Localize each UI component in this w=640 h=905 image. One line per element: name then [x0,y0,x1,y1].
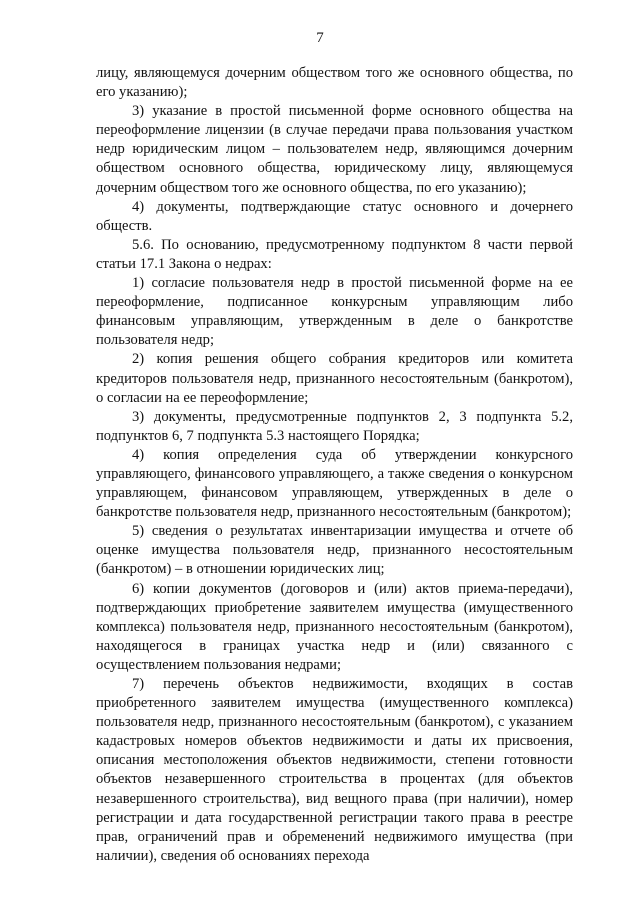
paragraph-item-2-creditors-decision: 2) копия решения общего собрания кредиторов или комитета кредиторов пользователя недр, признанного несостоятельным (банкротом), о согласии на ее переоформление; [96,351,573,406]
document-body [96,64,573,866]
paragraph-item-1-consent: 1) согласие пользователя недр в простой письменной форме на ее переоформление, подписанное конкурсным управляющим либо финансовым управляющим, утвержденным в деле о банкротстве пользователя недр; [96,275,573,349]
page-number: 7 [316,30,324,46]
paragraph-item-5-inventory: 5) сведения о результатах инвентаризации имущества и отчете об оценке имущества пользователя недр, признанного несостоятельным (банкротом) – в отношении юридических лиц; [96,523,573,578]
paragraph-item-6-contracts: 6) копии документов (договоров и (или) актов приема-передачи), подтверждающих приобретение заявителем имущества (имущественного комплекса) пользователя недр, признанного несостоятельным (банкротом), находящегося в границах участка недр и (или) связанного с осуществлением пользования недрами; [96,580,573,673]
paragraph-section-5-6: 5.6. По основанию, предусмотренному подпунктом 8 части первой статьи 17.1 Закона о недрах: [96,236,573,272]
paragraph-item-7-real-estate: 7) перечень объектов недвижимости, входящих в состав приобретенного заявителем имущества (имущественного комплекса) пользователя недр, признанного несостоятельным (банкротом), с указанием кадастровых номеров объектов недвижимости и даты их присвоения, описания местоположения объектов недвижимости, степени готовности объектов незавершенного строительства в процентах (для объектов незавершенного строительства), вид вещного права (при наличии), номер регистрации и дата государственной регистрации такого права в реестре прав, ограничений прав и обременений недвижимого имущества (при наличии), сведения об основаниях перехода [96,676,573,864]
paragraph-item-4-status-docs: 4) документы, подтверждающие статус основного и дочернего обществ. [96,198,573,234]
paragraph-item-3-documents: 3) документы, предусмотренные подпунктов 2, 3 подпункта 5.2, подпунктов 6, 7 подпункта 5.3 настоящего Порядка; [96,408,573,444]
paragraph-item-4-court-ruling: 4) копия определения суда об утверждении конкурсного управляющего, финансового управляющего, а также сведения о конкурсном управляющем, финансовом управляющем, утвержденных в деле о банкротстве пользователя недр, признанного несостоятельным (банкротом); [96,446,573,521]
paragraph-continuation: лицу, являющемуся дочерним обществом того же основного общества, по его указанию); [96,65,573,101]
paragraph-item-3-notice: 3) указание в простой письменной форме основного общества на переоформление лицензии (в случае передачи права пользования участком недр юридическим лицом – пользователем недр, являющимся дочерним обществом основного общества, юридическому лицу, являющемуся дочерним обществом того же основного общества, по его указанию); [96,103,573,196]
